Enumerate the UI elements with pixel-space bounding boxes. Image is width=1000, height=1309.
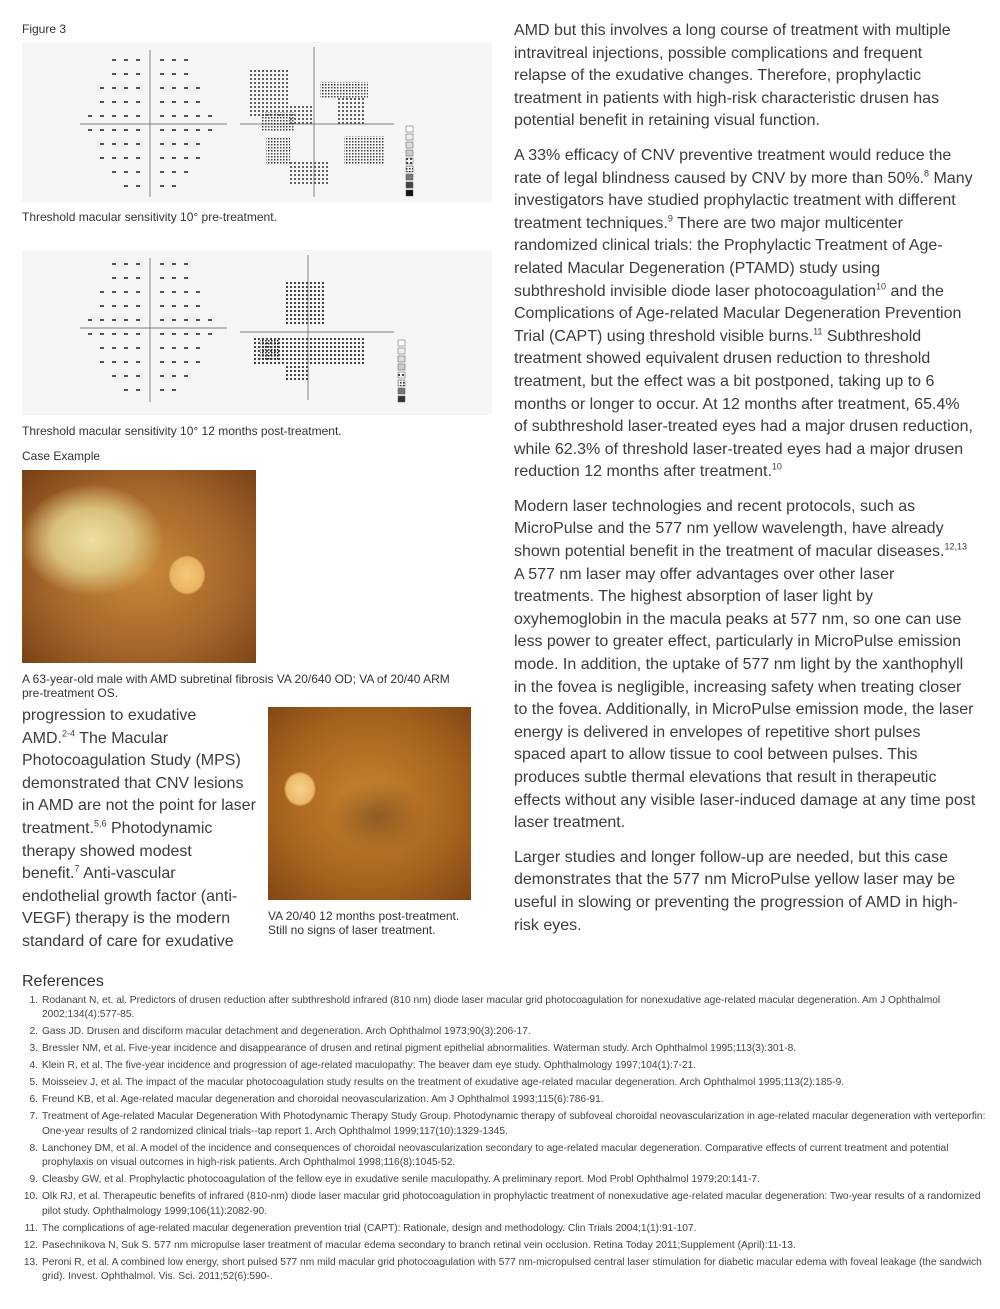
grid-test-point (160, 277, 164, 279)
grid-test-point (184, 73, 188, 75)
grid-test-point (172, 185, 176, 187)
grid-test-point (184, 59, 188, 61)
grid-test-point (124, 101, 128, 103)
reference-number: 5. (29, 1077, 38, 1089)
reference-item (22, 1110, 987, 1139)
reference-item (22, 1093, 987, 1107)
reference-item (22, 1173, 987, 1187)
grid-test-point (112, 291, 116, 293)
grid-test-point (112, 263, 116, 265)
reference-number: 8. (29, 1142, 38, 1154)
grid-test-point (124, 319, 128, 321)
left-line-1: progression to exudative (22, 707, 197, 724)
grid-test-point (100, 333, 104, 335)
grid-test-point (160, 375, 164, 377)
grid-test-point (100, 291, 104, 293)
grid-test-point (124, 361, 128, 363)
visual-field-pre-graphic (22, 42, 492, 202)
grid-test-point (136, 319, 140, 321)
grid-test-point (124, 291, 128, 293)
fundus-photo-post-treatment (268, 707, 471, 900)
grid-test-point (112, 101, 116, 103)
grid-test-point (172, 59, 176, 61)
grid-test-point (124, 185, 128, 187)
grid-test-point (136, 171, 140, 173)
grid-test-point (208, 333, 212, 335)
grid-test-point (196, 143, 200, 145)
reference-number: 2. (29, 1026, 38, 1038)
left-line-10: VEGF) therapy is the modern (22, 910, 231, 928)
grid-test-point (172, 101, 176, 103)
grid-test-point (196, 157, 200, 159)
grid-test-point (172, 361, 176, 363)
grid-test-point (172, 157, 176, 159)
references-heading: References (22, 973, 104, 990)
reference-text: Klein R, et al. The five-year incidence and progression of age-related maculopathy: The beaver dam eye study. Ophthalmology 1997;104(1):7-21. (42, 1060, 697, 1072)
grid-test-point (88, 129, 92, 131)
reference-number: 12. (23, 1239, 38, 1251)
grid-test-point (160, 263, 164, 265)
left-line-8: benefit.$^7$ Anti-vascular (22, 863, 176, 883)
grid-test-point (124, 333, 128, 335)
reference-text: Bressler NM, et al. Five-year incidence and disappearance of drusen and retinal pigment epithelial abnormalities. Waterman study. Arch Ophthalmol 1995;113(3):301-8. (42, 1043, 797, 1055)
grid-test-point (196, 347, 200, 349)
left-column-text (22, 705, 267, 954)
grid-test-point (172, 277, 176, 279)
left-line-6: treatment.$^{5,6}$ Photodynamic (22, 818, 213, 837)
paragraph-2: A 33% efficacy of CNV preventive treatment would reduce the rate of legal blindness caused by CNV by more than 50%.$^8$ Many investigators have studied prophylactic treatment with different treatment techniques.$^9$ There are two major multicenter randomized clinical trials: the Prophylactic Treatment of Age-related Macular Degeneration (PTAMD) study using subthreshold invisible diode laser photocoagulation$^{10}$ and the Complications of Age-related Macular Degeneration Prevention Trial (CAPT) using threshold visible burns.$^{11}$ Subthreshold treatment showed equivalent drusen reduction to threshold treatment, but the effect was a bit postponed, taking up to 6 months or longer to occur. At 12 months after treatment, 65.4% of subthreshold laser-treated eyes had a major drusen reduction, while 62.3% of threshold laser-treated eyes had a major drusen reduction 12 months after treatment.$^{10}$ (514, 146, 973, 481)
grid-test-point (172, 319, 176, 321)
reference-text: Pasechnikova N, Suk S. 577 nm micropulse laser treatment of macular edema secondary to branch retinal vein occlusion. Retina Today 2011;Supplement (April):11-13. (42, 1239, 796, 1251)
grid-test-point (160, 101, 164, 103)
grid-test-point (136, 263, 140, 265)
fundus-photo-fibrosis (22, 470, 256, 663)
reference-number: 1. (29, 995, 38, 1006)
grid-test-point (160, 333, 164, 335)
grid-test-point (124, 389, 128, 391)
grid-test-point (160, 185, 164, 187)
grid-test-point (172, 87, 176, 89)
case-example-label: Case Example (22, 449, 101, 463)
reference-item (22, 1025, 987, 1039)
caption-photo-1: A 63-year-old male with AMD subretinal fibrosis VA 20/640 OD; VA of 20/40 ARM pre-treatment OS. (22, 672, 450, 700)
grid-test-point (100, 305, 104, 307)
visual-field-pre-treatment (22, 42, 492, 202)
reference-number: 9. (29, 1174, 38, 1186)
reference-text: Treatment of Age-related Macular Degeneration With Photodynamic Therapy Study Group. Photodynamic therapy of subfoveal choroidal neovascularization in age-related macular degeneration with verteporfin: One-year results of 2 randomized clinical trials--tap report 1. Arch Ophthalmol 1999;117(10):1329-1345. (42, 1111, 986, 1137)
grid-test-point (184, 347, 188, 349)
grid-test-point (196, 87, 200, 89)
grid-test-point (124, 73, 128, 75)
grid-test-point (124, 171, 128, 173)
left-line-4: demonstrated that CNV lesions (22, 774, 244, 792)
grid-test-point (88, 333, 92, 335)
grid-test-point (112, 171, 116, 173)
grid-test-point (160, 171, 164, 173)
reference-text: Olk RJ, et al. Therapeutic benefits of infrared (810-nm) diode laser macular grid photocoagulation in prophylactic treatment of nonexudative age-related macular degeneration: Two-year results of a randomized pilot study. Ophthalmology 1999;106(11):2082-90. (42, 1191, 981, 1217)
reference-number: 11. (24, 1222, 38, 1234)
grid-test-point (112, 277, 116, 279)
grid-test-point (160, 129, 164, 131)
grid-test-point (124, 263, 128, 265)
grid-test-point (124, 375, 128, 377)
grid-test-point (184, 115, 188, 117)
reference-number: 3. (29, 1043, 38, 1055)
reference-text: Peroni R, et al. A combined low energy, short pulsed 577 nm mild macular grid photocoagulation with 577 nm-micropulsed central laser stimulation for diabetic macular edema with foveal leakage (the sandwich grid). Invest. Ophthalmol. Vis. Sci. 2011;52(6):590-. (42, 1256, 982, 1283)
grid-test-point (160, 361, 164, 363)
grid-test-point (208, 129, 212, 131)
grid-test-point (196, 319, 200, 321)
grid-test-point (172, 171, 176, 173)
grid-test-point (124, 277, 128, 279)
grid-test-point (160, 305, 164, 307)
grid-test-point (136, 333, 140, 335)
reference-text: Gass JD. Drusen and disciform macular detachment and degeneration. Arch Ophthalmol 1973;90(3):206-17. (42, 1026, 531, 1038)
left-line-7: therapy showed modest (22, 842, 192, 860)
grid-test-point (100, 319, 104, 321)
grid-test-point (136, 157, 140, 159)
left-line-5: in AMD are not the point for laser (22, 797, 256, 815)
grid-test-point (160, 389, 164, 391)
grid-test-point (184, 101, 188, 103)
grid-test-point (172, 333, 176, 335)
paragraph-3: Modern laser technologies and recent protocols, such as MicroPulse and the 577 nm yellow wavelength, have already shown potential benefit in the treatment of macular diseases.$^{12,13}$ A 577 nm laser may offer advantages over other laser treatments. The highest absorption of laser light by oxyhemoglobin in the macula peaks at 577 nm, so one can use less power to greater effect, particularly in MicroPulse emission mode. In addition, the uptake of 577 nm light by the xanthophyll in the fovea is negligible, increasing safety when treating closer to the fovea. Additionally, in MicroPulse emission mode, the laser energy is delivered in envelopes of repetitive short pulses spaced apart to allow tissue to cool between pulses. This produces subtle thermal elevations that result in therapeutic effects without any visible laser-induced damage at any time post laser treatment. (514, 497, 976, 832)
grid-test-point (184, 319, 188, 321)
grid-test-point (160, 319, 164, 321)
grid-test-point (172, 389, 176, 391)
grid-test-point (172, 129, 176, 131)
grid-test-point (172, 115, 176, 117)
grid-test-point (136, 101, 140, 103)
reference-item (22, 1059, 987, 1073)
grid-test-point (100, 143, 104, 145)
paragraph-1: AMD but this involves a long course of treatment with multiple intravitreal injections, possible complications and frequent relapse of the exudative changes. Therefore, prophylactic treatment in patients with high-risk characteristic drusen has potential benefit in retaining visual function. (514, 22, 951, 130)
grid-test-point (196, 361, 200, 363)
grid-test-point (184, 291, 188, 293)
grid-test-point (136, 185, 140, 187)
grid-test-point (124, 115, 128, 117)
grid-test-point (172, 73, 176, 75)
grid-test-point (160, 115, 164, 117)
visual-field-post-graphic (22, 250, 492, 415)
grid-test-point (184, 157, 188, 159)
visual-field-post-treatment (22, 250, 492, 415)
grid-test-point (112, 375, 116, 377)
grid-test-point (100, 115, 104, 117)
grid-test-point (124, 347, 128, 349)
reference-item (22, 1256, 987, 1285)
reference-item (22, 1239, 987, 1253)
grid-test-point (184, 87, 188, 89)
grid-test-point (208, 319, 212, 321)
reference-text: Rodanant N, et. al. Predictors of drusen reduction after subthreshold infrared (810 nm) diode laser macular grid photocoagulation for nonexudative age-related macular degeneration. Am J Ophthalmol 2002;134(4):577-85. (42, 995, 941, 1021)
grid-test-point (100, 129, 104, 131)
grid-test-point (160, 347, 164, 349)
grid-test-point (136, 73, 140, 75)
grid-test-point (124, 305, 128, 307)
grid-test-point (172, 375, 176, 377)
grid-test-point (136, 291, 140, 293)
grid-test-point (184, 305, 188, 307)
grid-test-point (136, 347, 140, 349)
grid-test-point (136, 389, 140, 391)
figure-label: Figure 3 (22, 22, 67, 36)
grid-test-point (112, 87, 116, 89)
caption-photo-3-line-2: Still no signs of laser treatment. (268, 923, 436, 937)
grid-test-point (136, 143, 140, 145)
grid-test-point (100, 87, 104, 89)
grid-test-point (160, 143, 164, 145)
grid-test-point (124, 59, 128, 61)
caption-post-treatment: Threshold macular sensitivity 10° 12 months post-treatment. (22, 424, 342, 438)
grid-test-point (100, 361, 104, 363)
grid-test-point (136, 59, 140, 61)
references-list (22, 994, 987, 1287)
grid-test-point (184, 361, 188, 363)
grid-test-point (184, 129, 188, 131)
paragraph-4: Larger studies and longer follow-up are needed, but this case demonstrates that the 577 nm MicroPulse yellow laser may be useful in slowing or preventing the progression of AMD in high-risk eyes. (514, 848, 958, 934)
grid-test-point (172, 347, 176, 349)
reference-text: Lanchoney DM, et al. A model of the incidence and consequences of choroidal neovascularization secondary to age-related macular degeneration. Comparative effects of current treatment and potential prophylaxis on visual outcomes in high-risk patients. Arch Ophthalmol 1998;116(8):1045-52. (42, 1142, 949, 1169)
grid-test-point (112, 129, 116, 131)
left-line-9: endothelial growth factor (anti- (22, 887, 238, 905)
reference-item (22, 1190, 987, 1219)
grid-test-point (88, 115, 92, 117)
grid-test-point (196, 291, 200, 293)
grid-test-point (136, 87, 140, 89)
grid-test-point (184, 171, 188, 173)
reference-item (22, 1076, 987, 1090)
grid-test-point (124, 129, 128, 131)
grid-test-point (112, 319, 116, 321)
grid-test-point (124, 143, 128, 145)
grid-test-point (136, 375, 140, 377)
left-line-2: AMD.$^{2-4}$ The Macular (22, 728, 169, 747)
grid-test-point (196, 305, 200, 307)
grid-test-point (196, 333, 200, 335)
reference-text: Freund KB, et al. Age-related macular degeneration and choroidal neovascularization. Am J Ophthalmol 1993;115(6):786-91. (42, 1094, 604, 1106)
reference-item (22, 994, 987, 1023)
fundus-photo-pre-treatment (268, 470, 479, 663)
grid-test-point (112, 143, 116, 145)
reference-text: Moisseiev J, et al. The impact of the macular photocoagulation study results on the treatment of exudative age-related macular degeneration. Arch Ophthalmol 1995;113(2):185-9. (42, 1077, 845, 1089)
grid-test-point (172, 263, 176, 265)
grid-test-point (208, 115, 212, 117)
reference-number: 10. (23, 1191, 38, 1203)
caption-photo-3-line-1: VA 20/40 12 months post-treatment. (268, 909, 460, 923)
grid-test-point (172, 291, 176, 293)
grid-test-point (112, 305, 116, 307)
reference-text: The complications of age-related macular degeneration prevention trial (CAPT): Rationale, design and methodology. Clin Trials 2004;1(1):91-107. (42, 1222, 697, 1234)
reference-text: Cleasby GW, et al. Prophylactic photocoagulation of the fellow eye in exudative senile maculopathy. A preliminary report. Mod Probl Ophthalmol 1979;20:141-7. (42, 1174, 760, 1186)
reference-number: 7. (29, 1111, 38, 1123)
grid-test-point (160, 59, 164, 61)
grid-test-point (172, 305, 176, 307)
reference-item (22, 1222, 987, 1236)
caption-pre-treatment: Threshold macular sensitivity 10° pre-treatment. (22, 210, 277, 224)
reference-item (22, 1042, 987, 1056)
grid-test-point (100, 101, 104, 103)
reference-number: 13. (23, 1256, 38, 1268)
grid-test-point (112, 347, 116, 349)
grid-test-point (112, 73, 116, 75)
reference-item (22, 1142, 987, 1171)
grid-test-point (196, 115, 200, 117)
grid-test-point (112, 59, 116, 61)
grid-test-point (124, 157, 128, 159)
grid-test-point (184, 277, 188, 279)
grid-test-point (160, 73, 164, 75)
grid-test-point (172, 143, 176, 145)
grid-test-point (112, 115, 116, 117)
grid-test-point (160, 291, 164, 293)
grid-test-point (184, 375, 188, 377)
grid-test-point (100, 157, 104, 159)
left-line-3: Photocoagulation Study (MPS) (22, 752, 241, 770)
right-column-text (514, 20, 976, 949)
grid-test-point (136, 115, 140, 117)
grid-test-point (124, 87, 128, 89)
grid-test-point (136, 277, 140, 279)
reference-number: 4. (29, 1060, 38, 1072)
grid-test-point (136, 305, 140, 307)
grid-test-point (184, 333, 188, 335)
grid-test-point (100, 347, 104, 349)
grid-test-point (112, 361, 116, 363)
grid-test-point (196, 129, 200, 131)
reference-number: 6. (29, 1094, 38, 1106)
grid-test-point (184, 143, 188, 145)
grid-test-point (196, 101, 200, 103)
grid-test-point (112, 333, 116, 335)
grid-test-point (88, 319, 92, 321)
grid-test-point (160, 157, 164, 159)
grid-test-point (184, 263, 188, 265)
grid-test-point (136, 361, 140, 363)
grid-test-point (160, 87, 164, 89)
grid-test-point (136, 129, 140, 131)
left-line-11: standard of care for exudative (22, 932, 234, 950)
grid-test-point (112, 157, 116, 159)
